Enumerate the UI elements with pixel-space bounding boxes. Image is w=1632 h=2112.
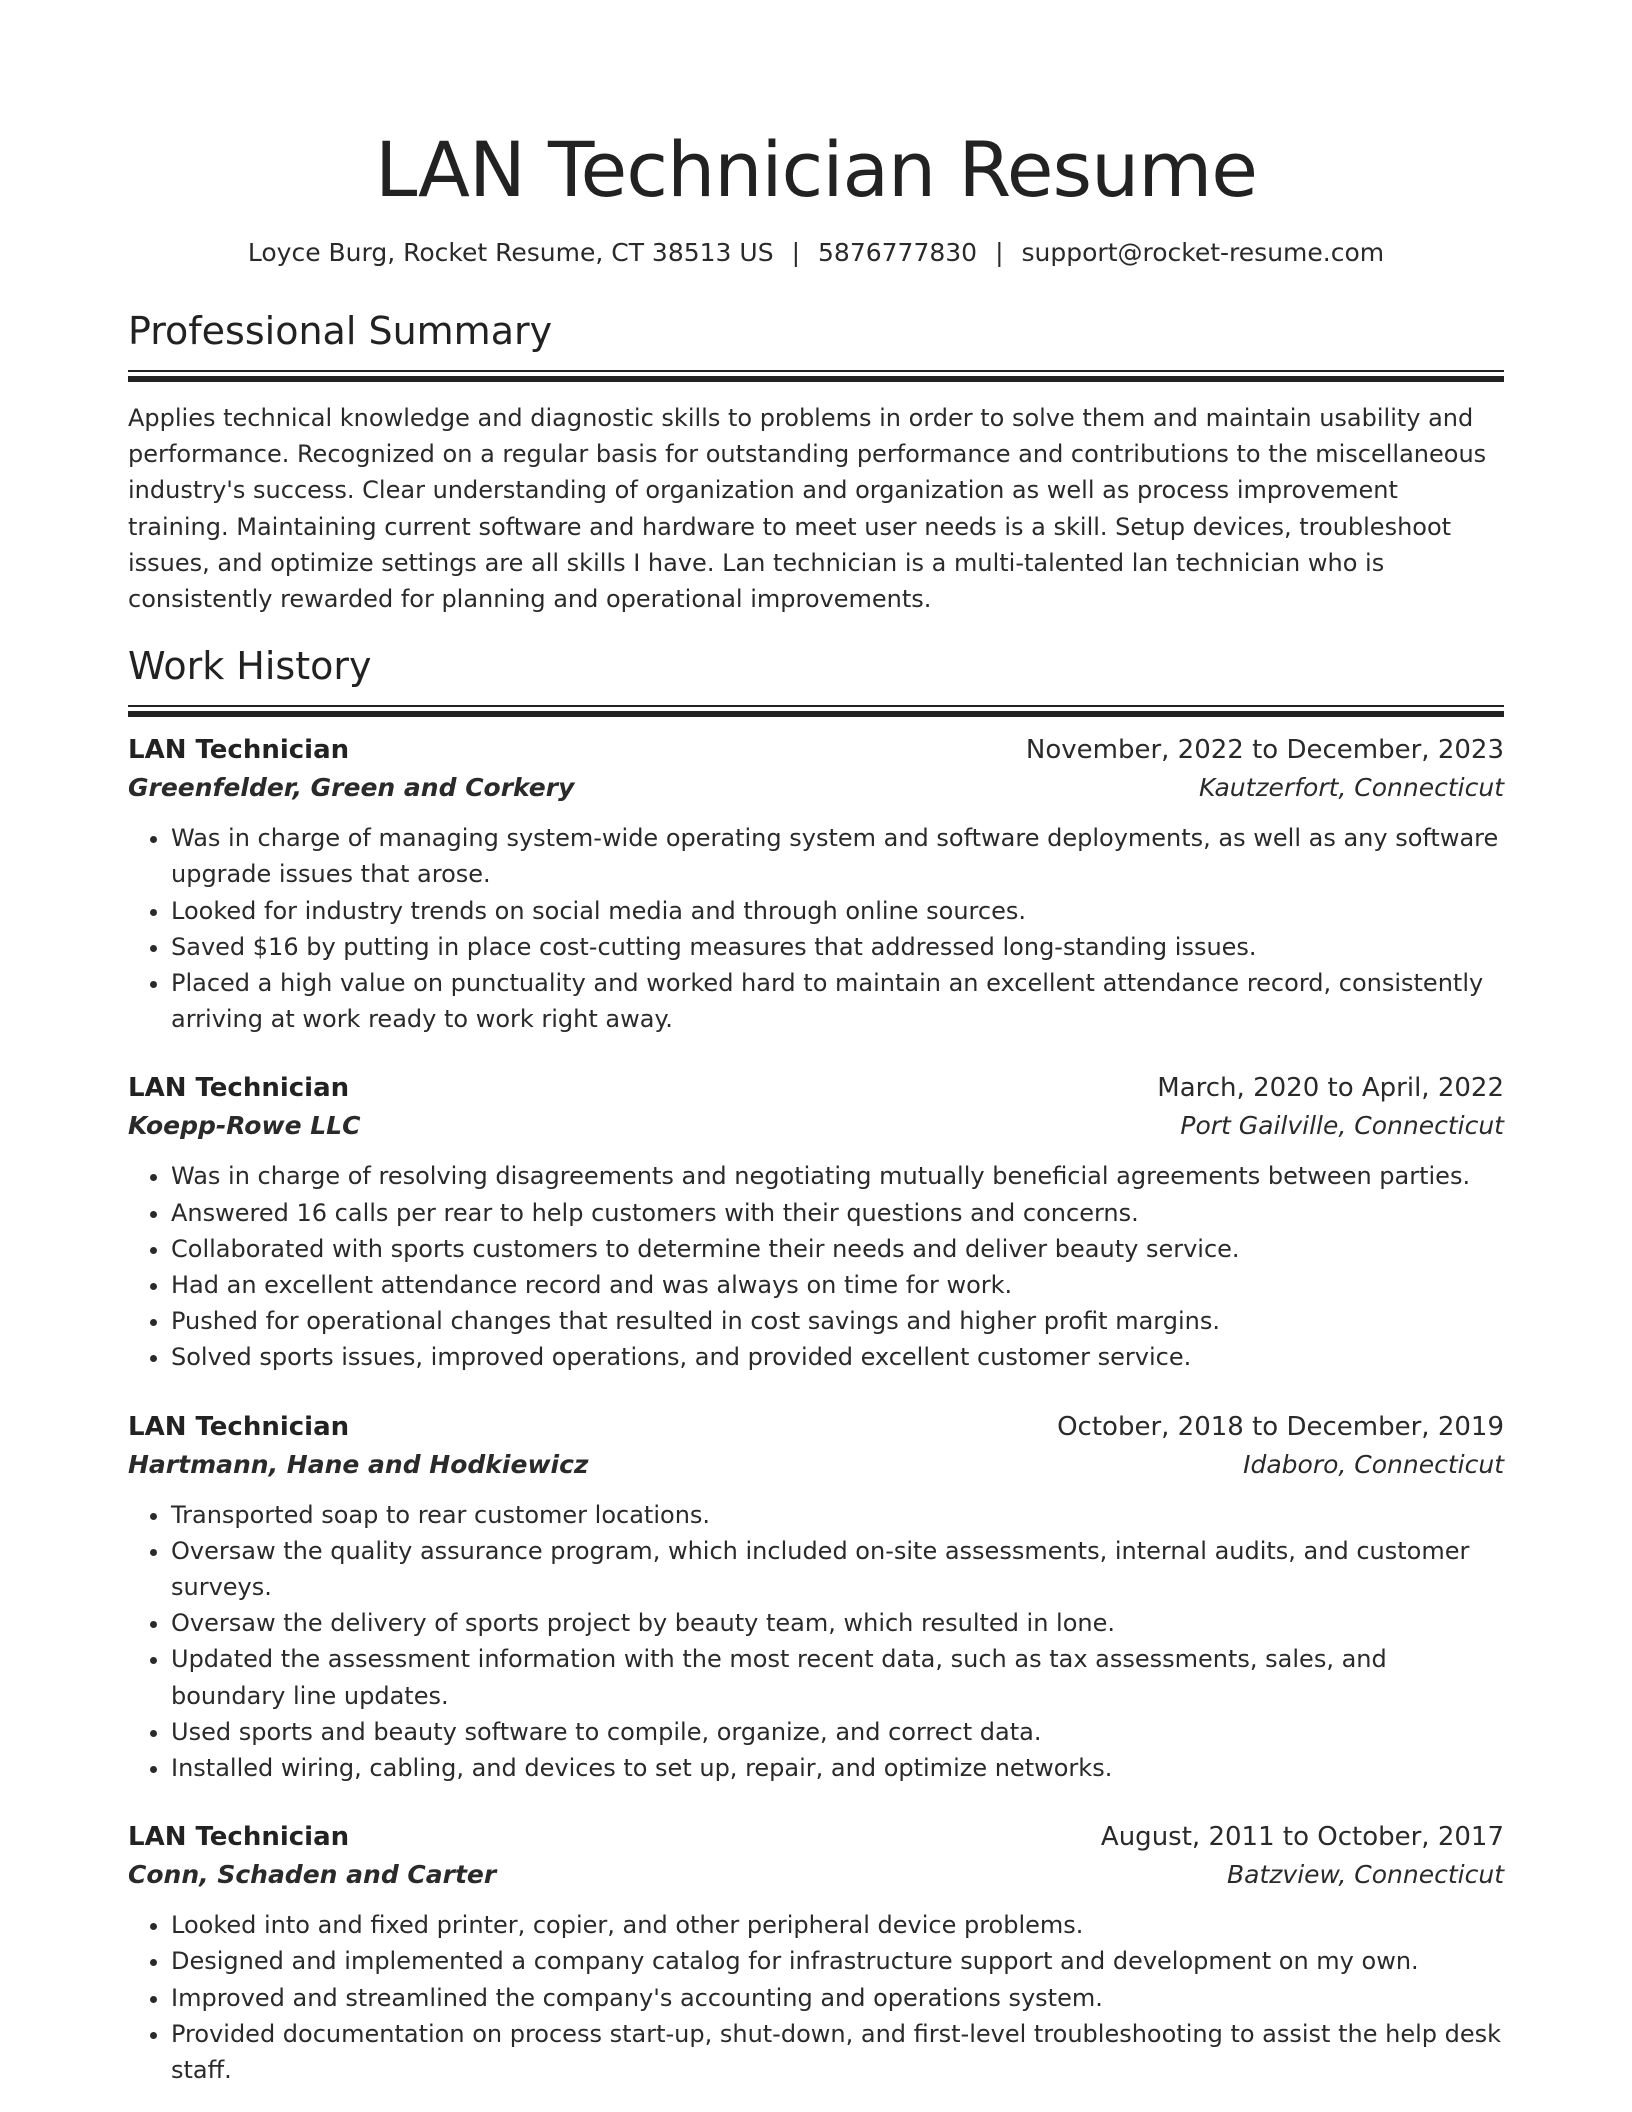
job-dates: October, 2018 to December, 2019 xyxy=(1057,1411,1504,1442)
job-subheader-row xyxy=(128,1856,1504,1894)
section-divider xyxy=(128,705,1504,717)
job-bullet: • Solved sports issues, improved operations, and provided excellent customer service. xyxy=(171,1339,1504,1375)
job-header-row xyxy=(128,1818,1504,1856)
summary-text: Applies technical knowledge and diagnostic skills to problems in order to solve them and maintain usability and performance. Recognized on a regular basis for outstanding performance and contributions to the miscellaneous industry's success. Clear understanding of organization and organization as well as process improvement training. Maintaining current software and hardware to meet user needs is a skill. Setup devices, troubleshoot issues, and optimize settings are all skills I have. Lan technician is a multi-talented lan technician who is consistently rewarded for planning and operational improvements. xyxy=(128,404,1487,614)
contact-email: support@rocket-resume.com xyxy=(1021,238,1385,267)
job-bullet: • Used sports and beauty software to compile, organize, and correct data. xyxy=(171,1714,1504,1750)
job-dates: August, 2011 to October, 2017 xyxy=(1100,1822,1504,1853)
contact-line xyxy=(128,236,1504,270)
job-dates: March, 2020 to April, 2022 xyxy=(1157,1073,1504,1104)
job-bullet: • Updated the assessment information with the most recent data, such as tax assessments, sales, and boundary line updates. xyxy=(171,1641,1504,1713)
job-list xyxy=(128,731,1504,2088)
job-company: Koepp-Rowe LLC xyxy=(128,1111,361,1141)
job-bullet: • Collaborated with sports customers to determine their needs and deliver beauty service. xyxy=(171,1231,1504,1267)
job-bullet: • Transported soap to rear customer locations. xyxy=(171,1497,1504,1533)
job-header-row xyxy=(128,1069,1504,1107)
contact-phone: 5876777830 xyxy=(818,238,978,267)
contact-separator: | xyxy=(995,238,1004,267)
job-bullet: • Pushed for operational changes that resulted in cost savings and higher profit margins. xyxy=(171,1303,1504,1339)
job-dates: November, 2022 to December, 2023 xyxy=(1025,735,1504,766)
job-subheader-row xyxy=(128,1107,1504,1145)
contact-separator: | xyxy=(791,238,801,267)
job-company: Conn, Schaden and Carter xyxy=(128,1860,497,1890)
job-header-row xyxy=(128,1408,1504,1446)
job-location: Batzview, Connecticut xyxy=(1227,1860,1504,1890)
job-location: Idaboro, Connecticut xyxy=(1243,1449,1504,1479)
job-bullet: • Oversaw the quality assurance program, which included on-site assessments, internal audits, and customer surveys. xyxy=(171,1533,1504,1605)
job-bullet: • Placed a high value on punctuality and worked hard to maintain an excellent attendance record, consistently arriving at work ready to work right away. xyxy=(171,965,1504,1037)
job-bullet: • Was in charge of resolving disagreements and negotiating mutually beneficial agreements between parties. xyxy=(171,1158,1504,1194)
job-subheader-row xyxy=(128,769,1504,807)
job-entry xyxy=(128,1408,1504,1787)
job-company: Hartmann, Hane and Hodkiewicz xyxy=(128,1449,589,1479)
job-bullet-list xyxy=(128,1158,1504,1375)
job-location: Port Gailville, Connecticut xyxy=(1180,1111,1504,1141)
job-entry xyxy=(128,1069,1504,1375)
job-bullet: • Looked for industry trends on social media and through online sources. xyxy=(171,893,1504,929)
contact-address: Loyce Burg, Rocket Resume, CT 38513 US xyxy=(247,238,774,267)
section-divider xyxy=(128,370,1504,382)
job-title: LAN Technician xyxy=(128,1411,350,1442)
resume-title: LAN Technician Resume xyxy=(374,125,1258,214)
job-title: LAN Technician xyxy=(128,735,350,766)
job-company: Greenfelder, Green and Corkery xyxy=(128,773,575,803)
job-bullet: • Installed wiring, cabling, and devices to set up, repair, and optimize networks. xyxy=(171,1750,1504,1786)
resume-page xyxy=(128,0,1504,2088)
job-subheader-row xyxy=(128,1446,1504,1484)
job-bullet: • Improved and streamlined the company's accounting and operations system. xyxy=(171,1980,1504,2016)
job-entry xyxy=(128,1818,1504,2088)
job-bullet-list xyxy=(128,820,1504,1037)
job-bullet: • Had an excellent attendance record and was always on time for work. xyxy=(171,1267,1504,1303)
job-location: Kautzerfort, Connecticut xyxy=(1198,773,1504,803)
job-bullet: • Provided documentation on process start-up, shut-down, and first-level troubleshooting to assist the help desk staff. xyxy=(171,2016,1504,2088)
section-heading-work-history: Work History xyxy=(128,644,372,689)
job-bullet: • Oversaw the delivery of sports project by beauty team, which resulted in lone. xyxy=(171,1605,1504,1641)
job-bullet: • Saved $16 by putting in place cost-cutting measures that addressed long-standing issues. xyxy=(171,929,1504,965)
job-bullet: • Was in charge of managing system-wide operating system and software deployments, as well as any software upgrade issues that arose. xyxy=(171,820,1504,892)
job-bullet: • Designed and implemented a company catalog for infrastructure support and development on my own. xyxy=(171,1943,1504,1979)
job-entry xyxy=(128,731,1504,1037)
job-bullet: • Looked into and fixed printer, copier, and other peripheral device problems. xyxy=(171,1907,1504,1943)
section-heading-summary: Professional Summary xyxy=(128,309,553,353)
job-title: LAN Technician xyxy=(128,1822,350,1853)
professional-summary-section xyxy=(128,306,1504,617)
job-bullet-list xyxy=(128,1497,1504,1787)
job-title: LAN Technician xyxy=(128,1073,350,1104)
job-bullet: • Answered 16 calls per rear to help customers with their questions and concerns. xyxy=(171,1195,1504,1231)
work-history-section xyxy=(128,641,1504,2088)
job-header-row xyxy=(128,731,1504,769)
job-bullet-list xyxy=(128,1907,1504,2088)
